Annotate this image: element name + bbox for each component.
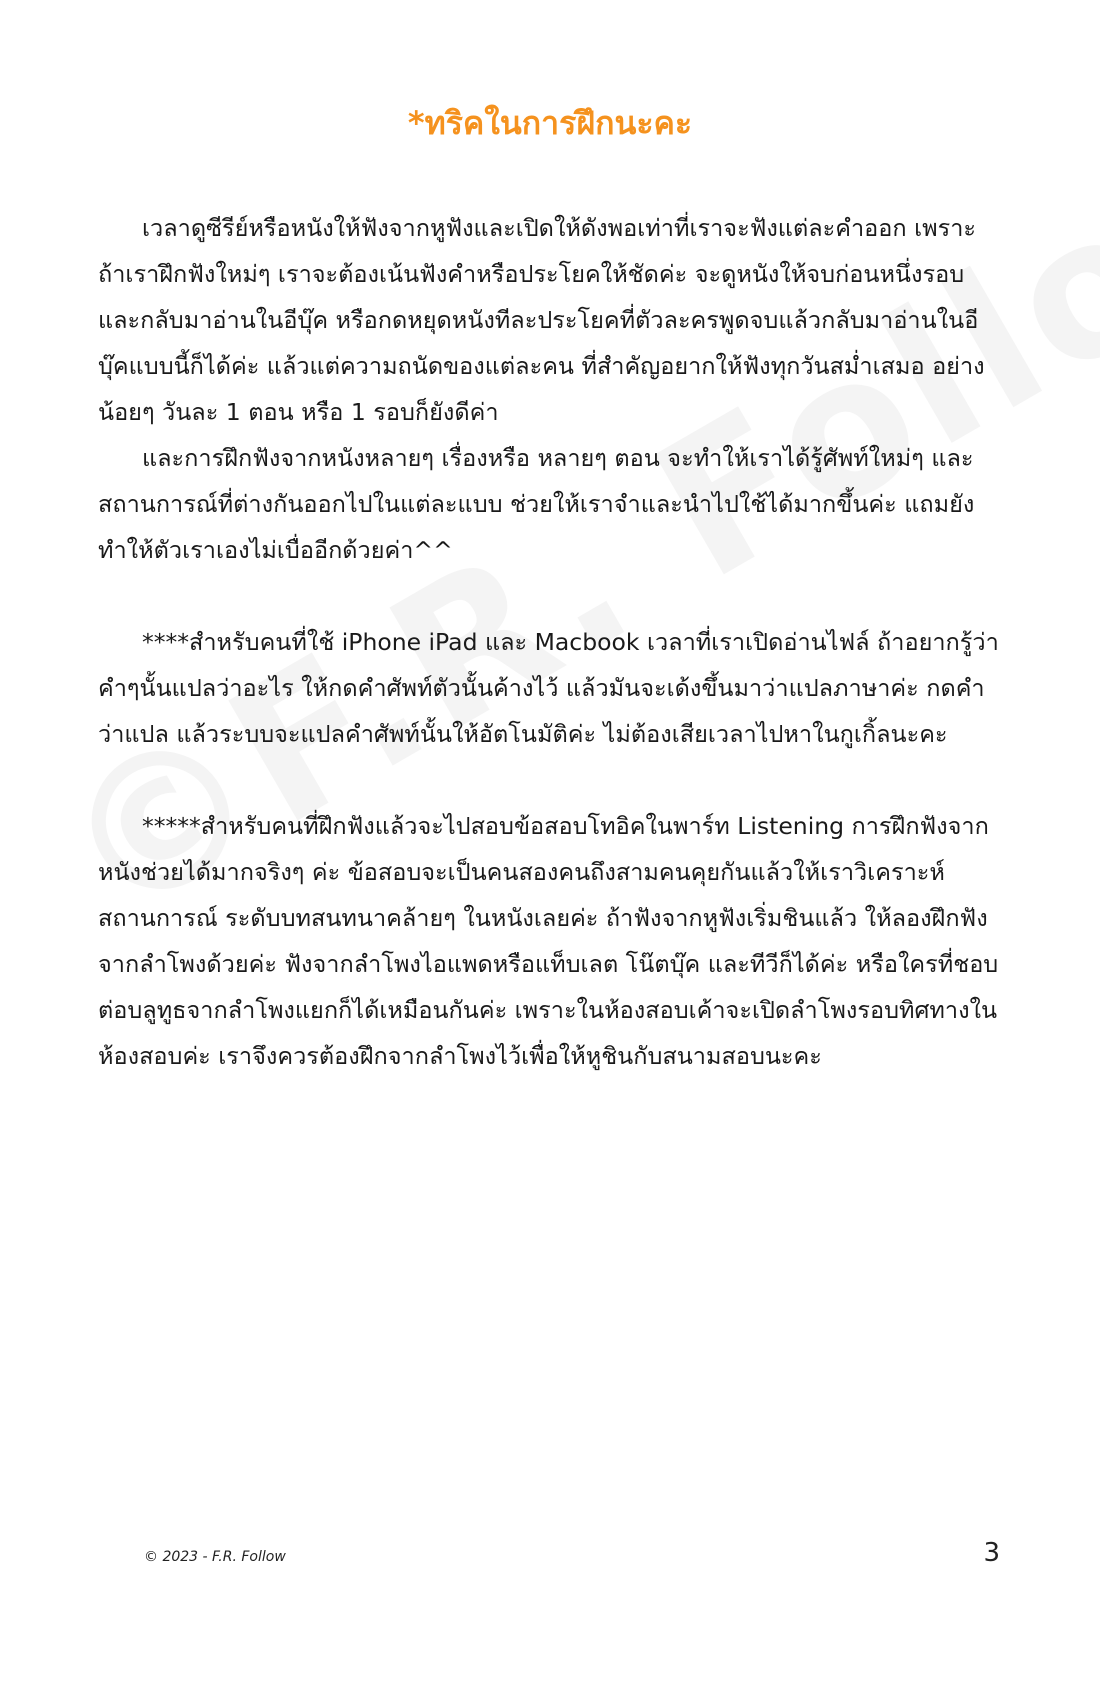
footer-copyright: © 2023 - F.R. Follow (144, 1549, 286, 1565)
paragraph-multiple-shows: และการฝึกฟังจากหนังหลายๆ เรื่องหรือ หลายๆ ตอน จะทำให้เราได้รู้ศัพท์ใหม่ๆ และสถานการณ์ที่ต่างกันออกไปในแต่ละแบบ ช่วยให้เราจำและนำไปใช้ได้มากขึ้นค่ะ แถมยังทำให้ตัวเราเองไม่เบื่ออีกด้วยค่า^^ (98, 444, 975, 564)
paragraph-spacer (98, 573, 1003, 619)
page-number: 3 (983, 1538, 1000, 1568)
paragraph-toeic-listening: *****สำหรับคนที่ฝึกฟังแล้วจะไปสอบข้อสอบโทอิคในพาร์ท Listening การฝึกฟังจากหนังช่วยได้มากจริงๆ ค่ะ ข้อสอบจะเป็นคนสองคนถึงสามคนคุยกันแล้วให้เราวิเคราะห์สถานการณ์ ระดับบทสนทนาคล้ายๆ ในหนังเลยค่ะ ถ้าฟังจากหูฟังเริ่มชินแล้ว ให้ลองฝึกฟังจากลำโพงด้วยค่ะ ฟังจากลำโพงไอแพดหรือแท็บเลต โน๊ตบุ๊ค และทีวีก็ได้ค่ะ หรือใครที่ชอบต่อบลูทูธจากลำโพงแยกก็ได้เหมือนกันค่ะ เพราะในห้องสอบเค้าจะเปิดลำโพงรอบทิศทางในห้องสอบค่ะ เราจึงควรต้องฝึกจากลำโพงไว้เพื่อให้หูชินกับสนามสอบนะคะ (98, 812, 999, 1070)
page-title: *ทริคในการฝึกนะคะ (407, 104, 693, 142)
body-content (98, 205, 1003, 1079)
paragraph-apple-translate: ****สำหรับคนที่ใช้ iPhone iPad และ Macbook เวลาที่เราเปิดอ่านไฟล์ ถ้าอยากรู้ว่าคำๆนั้นแปลว่าอะไร ให้กดคำศัพท์ตัวนั้นค้างไว้ แล้วมันจะเด้งขึ้นมาว่าแปลภาษาค่ะ กดคำว่าแปล แล้วระบบจะแปลคำศัพท์นั้นให้อัตโนมัติค่ะ ไม่ต้องเสียเวลาไปหาในกูเกิ้ลนะคะ (98, 628, 999, 748)
paragraph-spacer (98, 757, 1003, 803)
paragraph-watching-tips: เวลาดูซีรีย์หรือหนังให้ฟังจากหูฟังและเปิดให้ดังพอเท่าที่เราจะฟังแต่ละคำออก เพราะถ้าเราฝึกฟังใหม่ๆ เราจะต้องเน้นฟังคำหรือประโยคให้ชัดค่ะ จะดูหนังให้จบก่อนหนึ่งรอบและกลับมาอ่านในอีบุ๊ค หรือกดหยุดหนังทีละประโยคที่ตัวละครพูดจบแล้วกลับมาอ่านในอีบุ๊คแบบนี้ก็ได้ค่ะ แล้วแต่ความถนัดของแต่ละคน ที่สำคัญอยากให้ฟังทุกวันสม่ำเสมอ อย่างน้อยๆ วันละ 1 ตอน หรือ 1 รอบก็ยังดีค่า (98, 214, 985, 426)
